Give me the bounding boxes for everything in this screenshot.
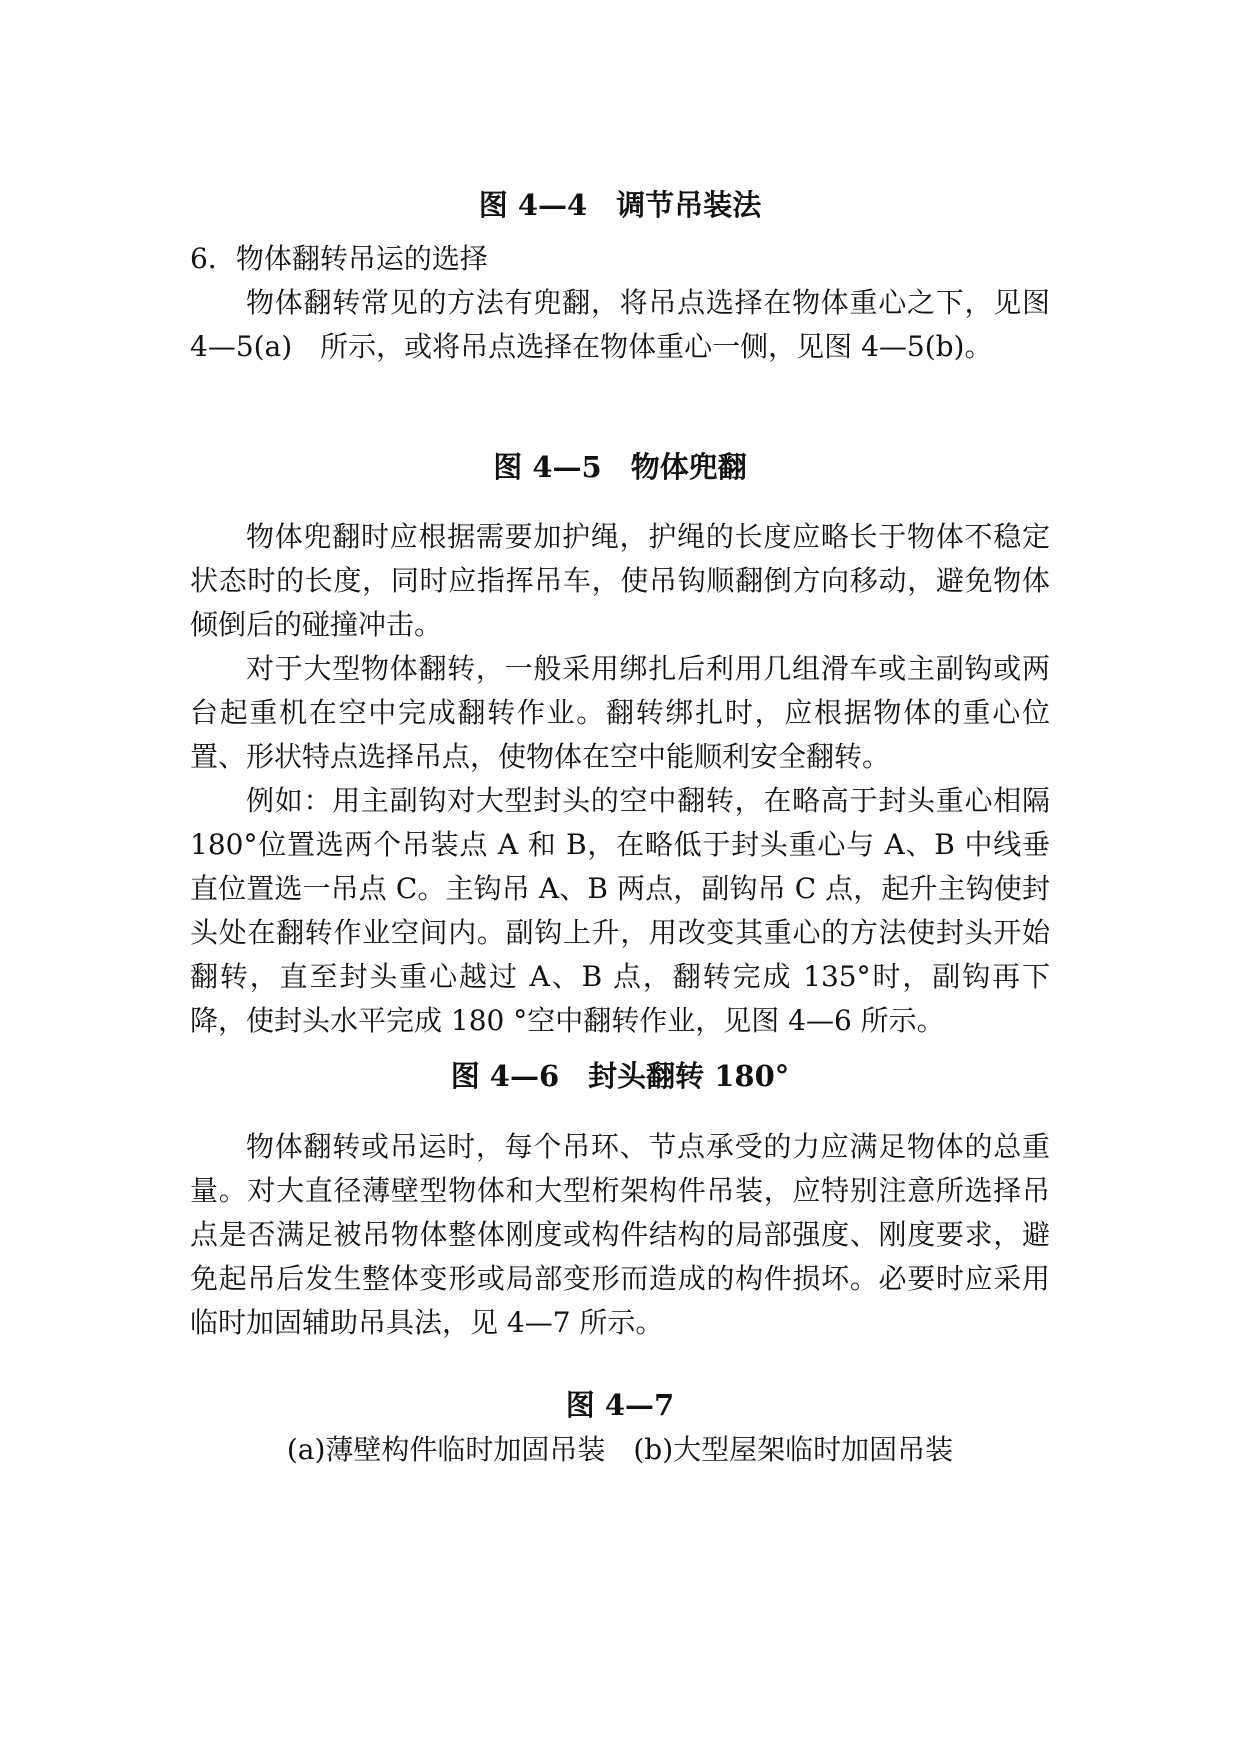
flip-paragraph-1: 物体兜翻时应根据需要加护绳，护绳的长度应略长于物体不稳定状态时的长度，同时应指挥吊车，使吊钩顺翻倒方向移动，避免物体倾倒后的碰撞冲击。 — [190, 520, 1050, 641]
flip-paragraph-2: 对于大型物体翻转，一般采用绑扎后利用几组滑车或主副钩或两台起重机在空中完成翻转作业。翻转绑扎时，应根据物体的重心位置、形状特点选择吊点，使物体在空中能顺利安全翻转。 — [190, 652, 1050, 773]
load-paragraph-1: 物体翻转或吊运时，每个吊环、节点承受的力应满足物体的总重量。对大直径薄壁型物体和大型桁架构件吊装，应特别注意所选择吊点是否满足被吊物体整体刚度或构件结构的局部强度、刚度要求，避免起吊后发生整体变形或局部变形而造成的构件损坏。必要时应采用临时加固辅助吊具法，见 4—7 所示。 — [190, 1130, 1050, 1339]
section-flip — [190, 515, 1050, 1043]
figure-4-5-caption: 图 4—5 物体兜翻 — [493, 450, 747, 484]
figure-4-7-subcaption: (a)薄壁构件临时加固吊装 (b)大型屋架临时加固吊装 — [286, 1433, 954, 1466]
figure-4-6-caption: 图 4—6 封头翻转 180° — [450, 1059, 790, 1093]
section-load — [190, 1125, 1050, 1345]
figure-4-4-caption: 图 4—4 调节吊装法 — [478, 188, 762, 222]
section-6-paragraph-1: 物体翻转常见的方法有兜翻，将吊点选择在物体重心之下，见图 4—5(a) 所示，或将吊点选择在物体重心一侧，见图 4—5(b)。 — [190, 286, 1050, 363]
flip-paragraph-3: 例如：用主副钩对大型封头的空中翻转，在略高于封头重心相隔 180°位置选两个吊装点 A 和 B，在略低于封头重心与 A、B 中线垂直位置选一吊点 C。主钩吊 A、B 两点，副钩吊 C 点，起升主钩使封头处在翻转作业空间内。副钩上升，用改变其重心的方法使封头开始翻转，直至封头重心越过 A、B 点，翻转完成 135°时，副钩再下降，使封头水平完成 180 °空中翻转作业，见图 4—6 所示。 — [190, 784, 1050, 1037]
section-6-heading: 6．物体翻转吊运的选择 — [190, 242, 488, 275]
section-6 — [190, 237, 1050, 369]
figure-4-7-caption: 图 4—7 — [565, 1388, 675, 1422]
